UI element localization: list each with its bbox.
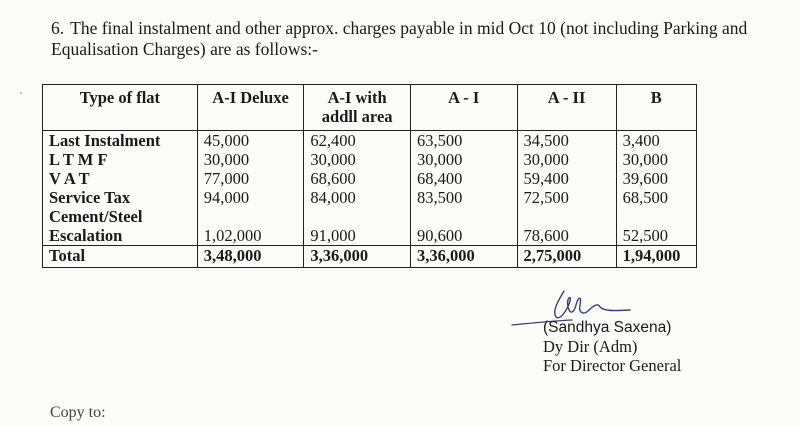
cell-value: 68,400 [410, 169, 517, 188]
cell-value: 59,400 [517, 169, 616, 188]
cell-value: 72,500 [517, 188, 616, 207]
cell-value: 34,500 [517, 131, 616, 151]
signatory-name: (Sandhya Saxena) [543, 319, 672, 336]
cell-value: 91,000 [304, 207, 411, 246]
copy-to-partial: Copy to: [50, 404, 106, 421]
header-a1-with-addl-area: A-I with addll area [304, 85, 411, 131]
row-last-instalment [43, 131, 697, 151]
row-label: V A T [43, 169, 198, 188]
cell-value: 3,48,000 [197, 246, 304, 268]
cell-value: 30,000 [616, 150, 696, 169]
row-label: L T M F [43, 150, 198, 169]
cell-value: 30,000 [517, 150, 616, 169]
row-vat [43, 169, 697, 188]
row-label: Last Instalment [43, 131, 198, 151]
signatory-office: For Director General [543, 356, 682, 375]
cell-value: 45,000 [197, 131, 304, 151]
cell-value: 78,600 [517, 207, 616, 246]
cell-value: 90,600 [410, 207, 517, 246]
cell-value: 52,500 [616, 207, 696, 246]
row-ltmf [43, 150, 697, 169]
cell-value: 39,600 [616, 169, 696, 188]
cell-value: 30,000 [410, 150, 517, 169]
row-cement-steel-escalation [43, 207, 697, 246]
charges-table [42, 84, 697, 268]
cell-value: 62,400 [304, 131, 411, 151]
cell-value: 63,500 [410, 131, 517, 151]
intro-text: The final instalment and other approx. charges payable in mid Oct 10 (not including Parking and Equalisation Charges) are as follows:- [51, 18, 748, 59]
table-header-row [43, 85, 697, 131]
header-a1-deluxe: A-I Deluxe [197, 85, 304, 131]
row-label: Cement/Steel Escalation [43, 207, 198, 246]
signature-block [543, 318, 681, 375]
cell-value: 30,000 [197, 150, 304, 169]
cell-value: 3,36,000 [410, 246, 517, 268]
cell-value: 84,000 [304, 188, 411, 207]
cell-value: 68,500 [616, 188, 696, 207]
cell-value: 83,500 [410, 188, 517, 207]
row-service-tax [43, 188, 697, 207]
cell-value: 3,36,000 [304, 246, 411, 268]
row-total [43, 246, 697, 268]
intro-paragraph [51, 18, 771, 60]
header-b: B [616, 85, 696, 131]
row-label: Service Tax [43, 188, 198, 207]
cell-value: 1,94,000 [616, 246, 696, 268]
row-label: Total [43, 246, 198, 268]
cell-value: 3,400 [616, 131, 696, 151]
cell-value: 77,000 [197, 169, 304, 188]
cell-value: 30,000 [304, 150, 411, 169]
header-type-of-flat: Type of flat [43, 85, 198, 131]
cell-value: 94,000 [197, 188, 304, 207]
paragraph-number: 6. [51, 18, 65, 38]
cell-value: 1,02,000 [197, 207, 304, 246]
margin-mark [20, 92, 22, 94]
cell-value: 2,75,000 [517, 246, 616, 268]
signatory-designation: Dy Dir (Adm) [543, 337, 638, 356]
cell-value: 68,600 [304, 169, 411, 188]
header-a2: A - II [517, 85, 616, 131]
header-a1: A - I [410, 85, 517, 131]
